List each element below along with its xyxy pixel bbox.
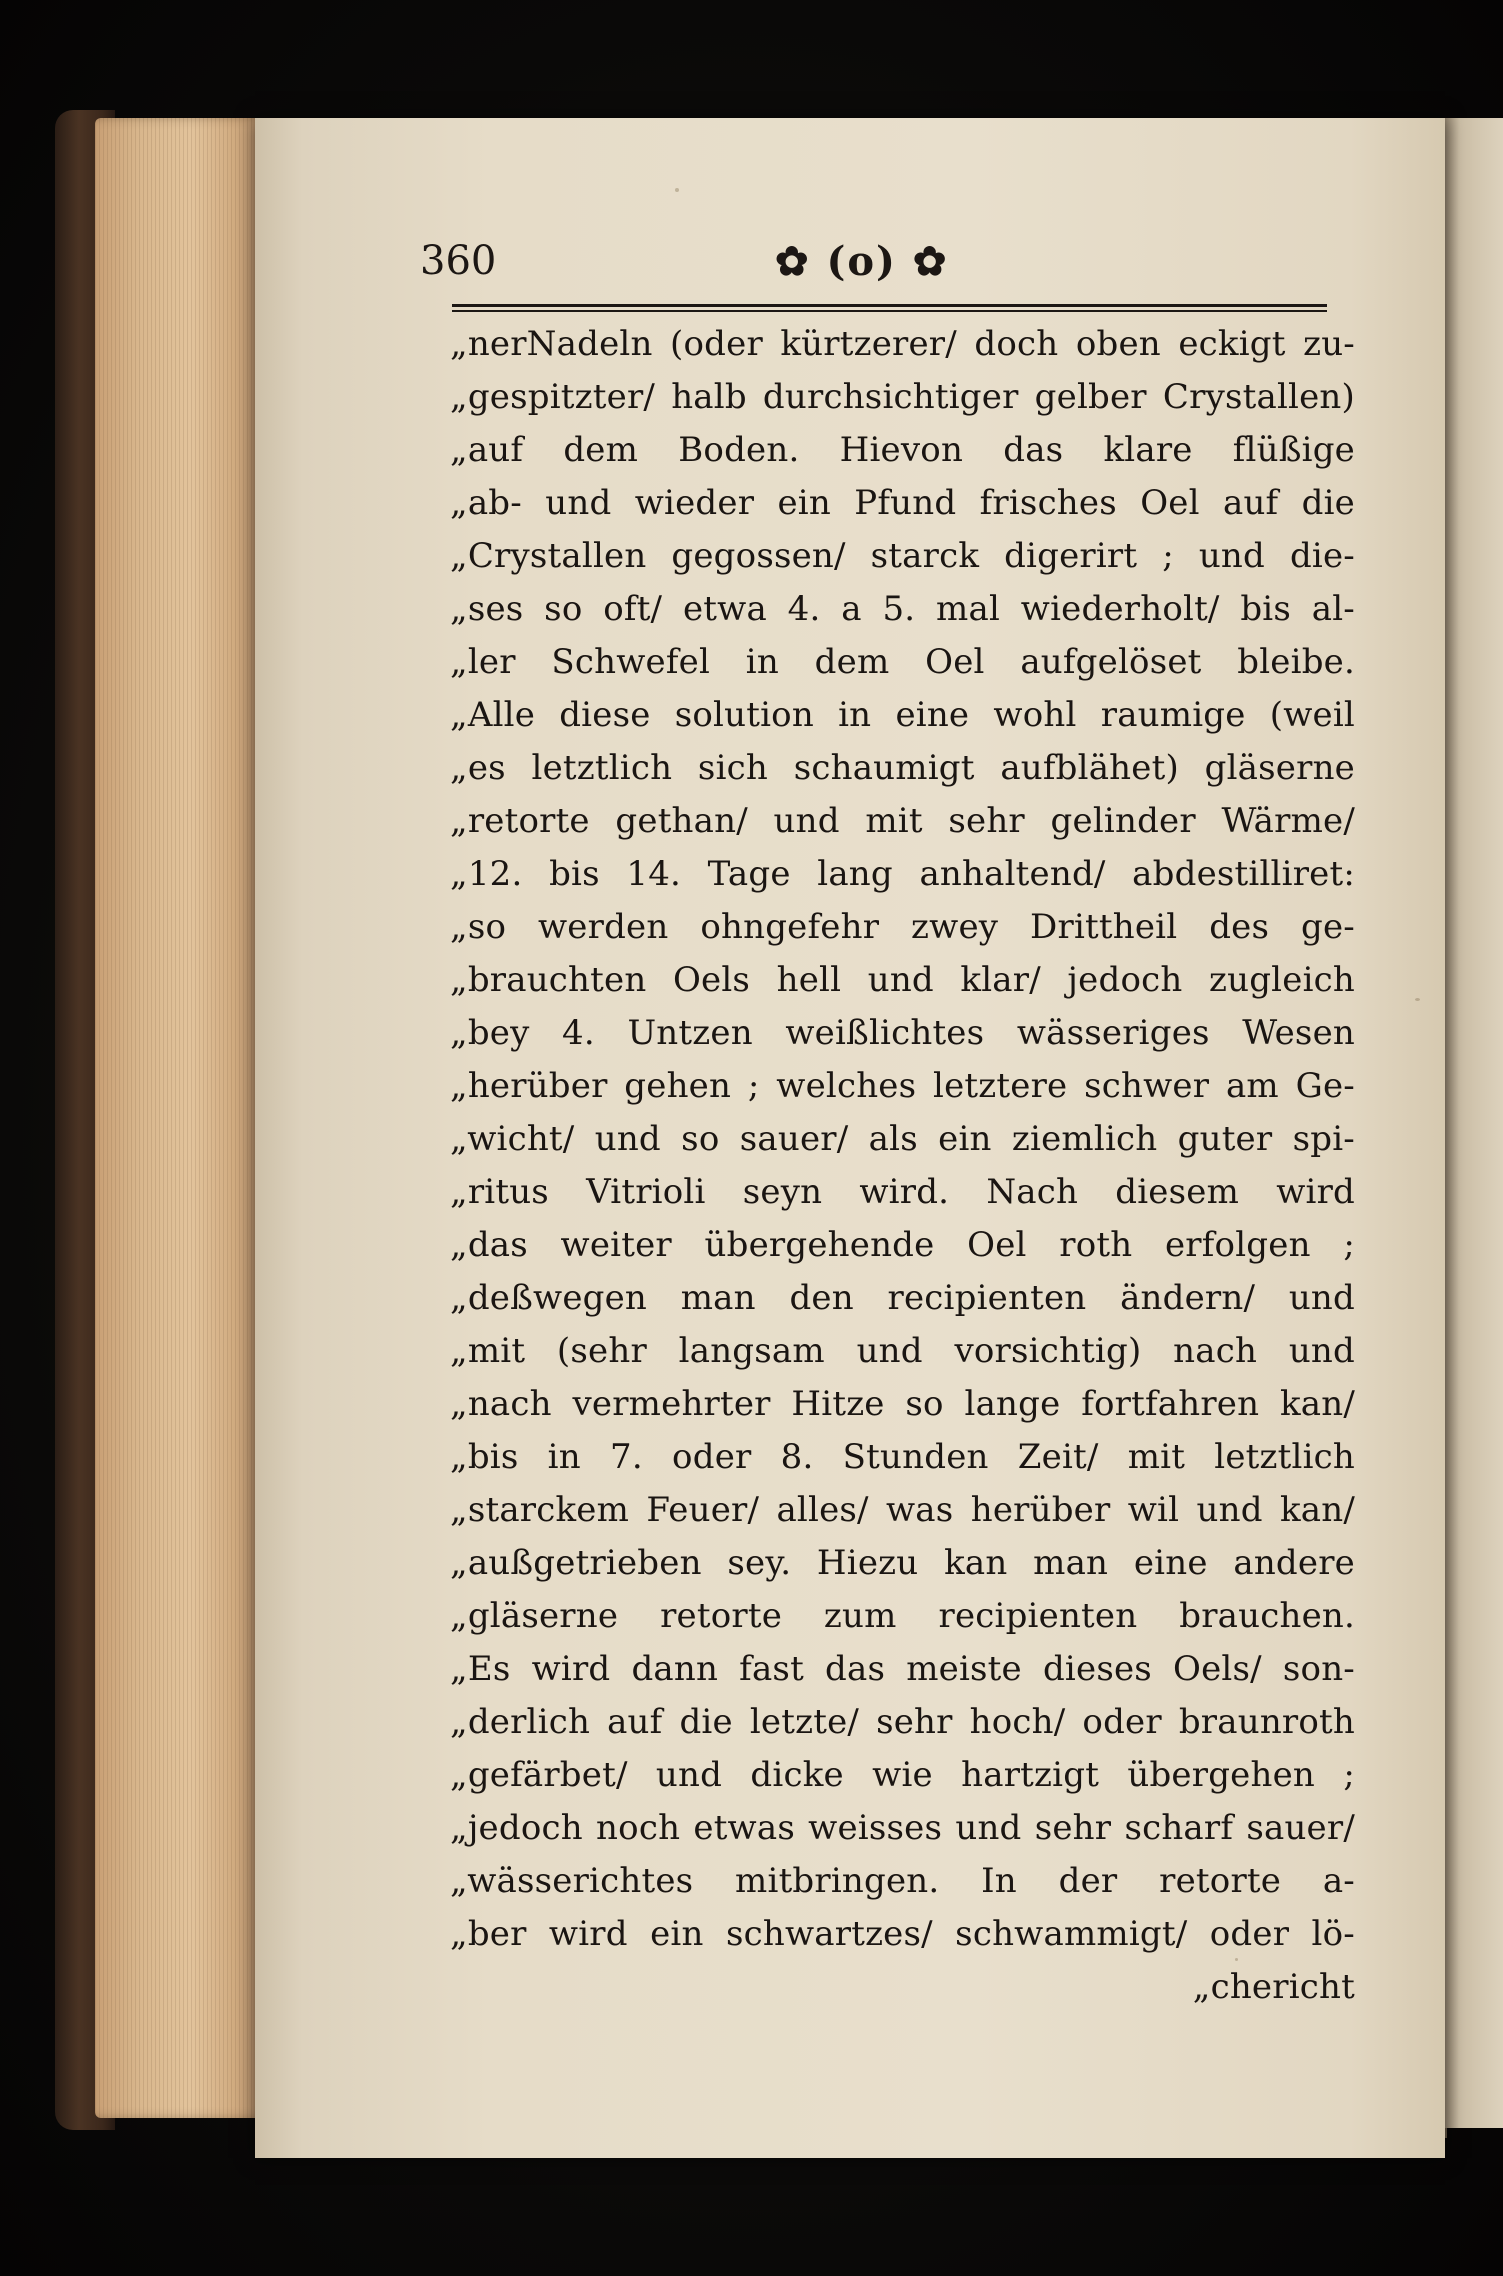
text-line: „Es wird dann fast das meiste dieses Oels/ son- (450, 1649, 1355, 1689)
text-line: „ab- und wieder ein Pfund frisches Oel auf die (450, 483, 1355, 523)
text-line: „es letztlich sich schaumigt aufblähet) gläserne (450, 748, 1355, 788)
text-line: „außgetrieben sey. Hiezu kan man eine andere (450, 1543, 1355, 1583)
text-line: „ritus Vitrioli seyn wird. Nach diesem wird (450, 1172, 1355, 1212)
text-line: „herüber gehen ; welches letztere schwer am Ge- (450, 1066, 1355, 1106)
text-line: „derlich auf die letzte/ sehr hoch/ oder braunroth (450, 1702, 1355, 1742)
text-line: „wässerichtes mitbringen. In der retorte a- (450, 1861, 1355, 1901)
text-line: „wicht/ und so sauer/ als ein ziemlich guter spi- (450, 1119, 1355, 1159)
page-edges (95, 118, 270, 2118)
text-line: „bis in 7. oder 8. Stunden Zeit/ mit letztlich (450, 1437, 1355, 1477)
text-line: „das weiter übergehende Oel roth erfolgen ; (450, 1225, 1355, 1265)
running-head (420, 238, 1340, 298)
text-line: „deßwegen man den recipienten ändern/ und (450, 1278, 1355, 1318)
text-line: „nach vermehrter Hitze so lange fortfahren kan/ (450, 1384, 1355, 1424)
text-line: „gläserne retorte zum recipienten brauchen. (450, 1596, 1355, 1636)
text-line: „bey 4. Untzen weißlichtes wässeriges Wesen (450, 1013, 1355, 1053)
page-number: 360 (420, 238, 497, 284)
text-line: „brauchten Oels hell und klar/ jedoch zugleich (450, 960, 1355, 1000)
catchword: „chericht (1192, 1967, 1355, 2007)
paper-speck (1415, 998, 1420, 1001)
text-line: „gefärbet/ und dicke wie hartzigt übergehen ; (450, 1755, 1355, 1795)
text-line: „so werden ohngefehr zwey Drittheil des ge- (450, 907, 1355, 947)
text-line: „mit (sehr langsam und vorsichtig) nach und (450, 1331, 1355, 1371)
text-line: „nerNadeln (oder kürtzerer/ doch oben eckigt zu- (450, 324, 1355, 364)
text-line: „ses so oft/ etwa 4. a 5. mal wiederholt/ bis al- (450, 589, 1355, 629)
text-line: „auf dem Boden. Hievon das klare flüßige (450, 430, 1355, 470)
facing-page-sliver (1445, 118, 1503, 2128)
paper-speck (675, 188, 679, 192)
running-head-ornament: ✿ (o) ✿ (775, 238, 949, 285)
text-line: „retorte gethan/ und mit sehr gelinder Wärme/ (450, 801, 1355, 841)
text-line: „Alle diese solution in eine wohl raumige (weil (450, 695, 1355, 735)
text-line: „starckem Feuer/ alles/ was herüber wil und kan/ (450, 1490, 1355, 1530)
text-line: „Crystallen gegossen/ starck digerirt ; und die- (450, 536, 1355, 576)
text-line: „ler Schwefel in dem Oel aufgelöset bleibe. (450, 642, 1355, 682)
text-line: „gespitzter/ halb durchsichtiger gelber Crystallen) (450, 377, 1355, 417)
text-line: „ber wird ein schwartzes/ schwammigt/ oder lö- (450, 1914, 1355, 1954)
body-text (450, 318, 1355, 2014)
text-line: „12. bis 14. Tage lang anhaltend/ abdestilliret: (450, 854, 1355, 894)
text-line: „jedoch noch etwas weisses und sehr scharf sauer/ (450, 1808, 1355, 1848)
header-rule (452, 304, 1327, 312)
